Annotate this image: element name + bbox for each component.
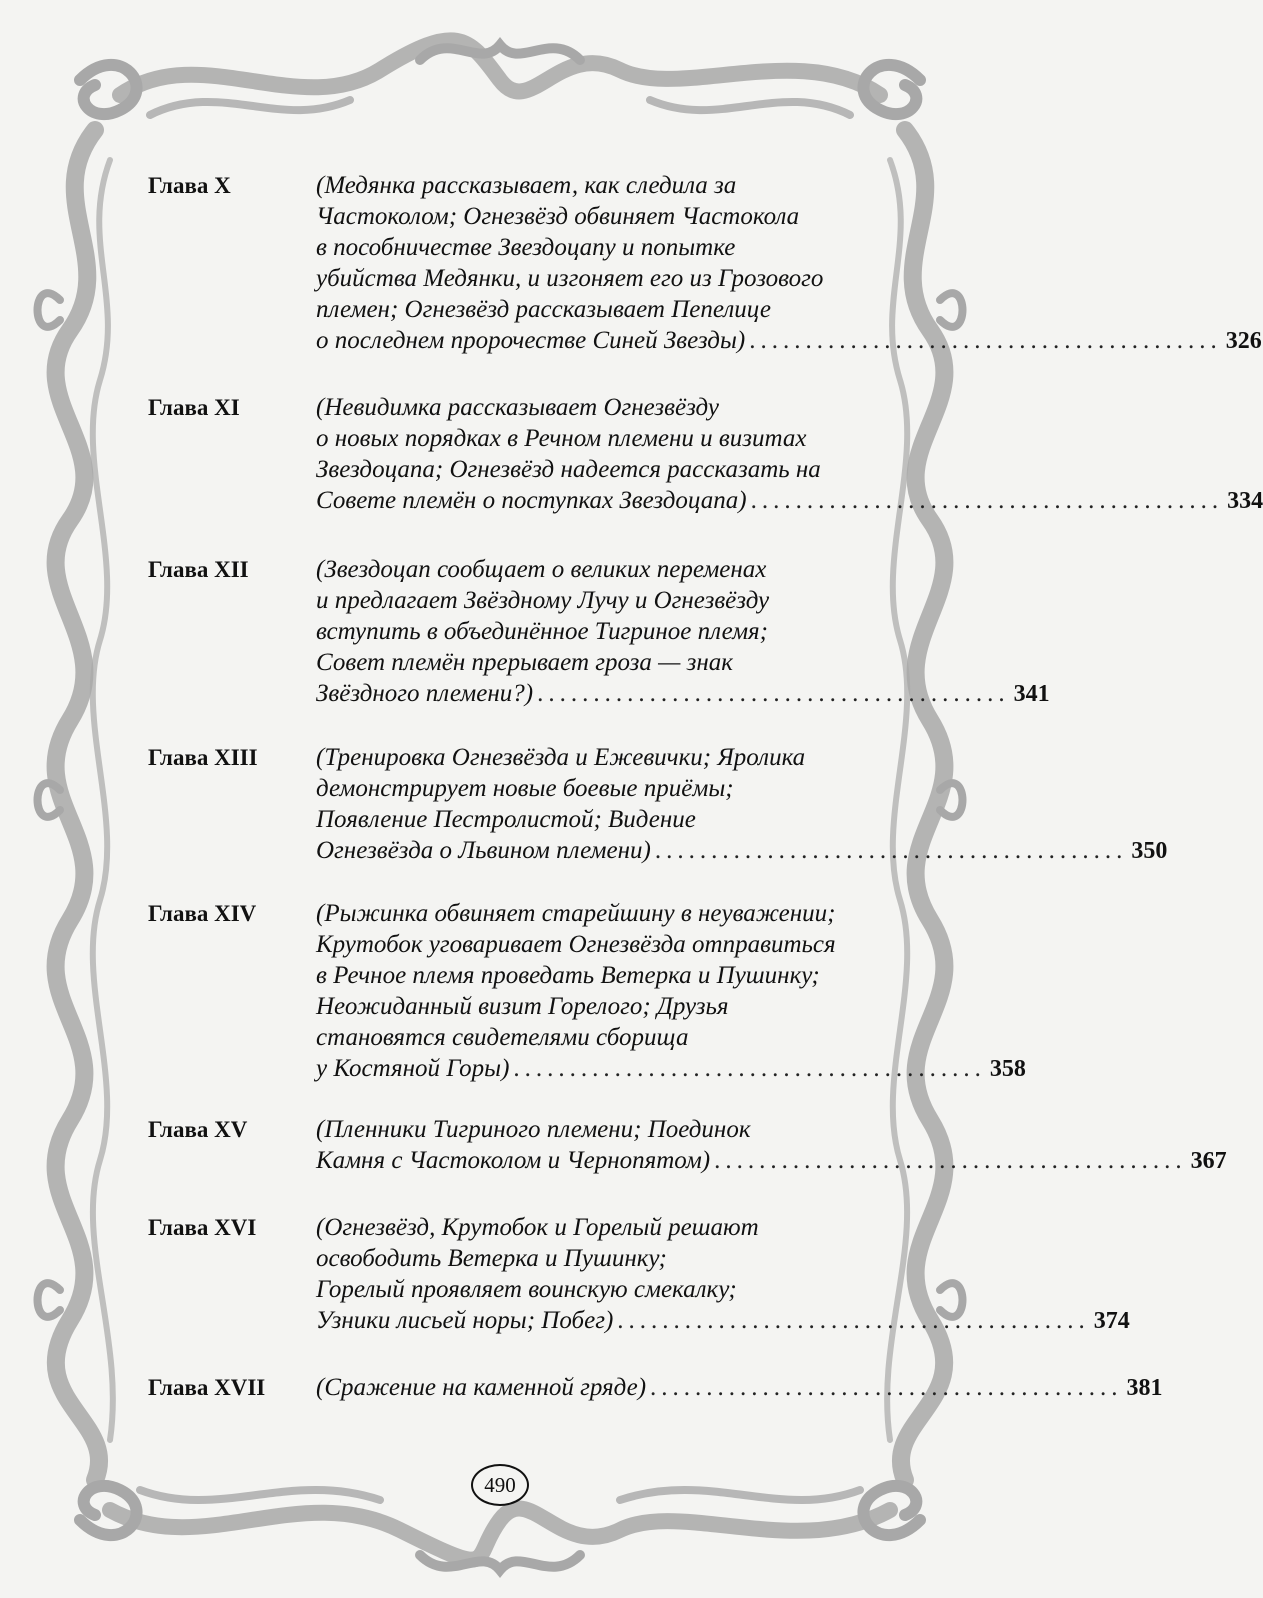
- chapter-description: [316, 1212, 1130, 1337]
- chapter-label: Глава XIV: [148, 901, 257, 926]
- description-line: Горелый проявляет воинскую смекалку;: [316, 1276, 737, 1303]
- description-line: о последнем пророчестве Синей Звезды): [316, 327, 746, 354]
- description-last-line: [316, 1305, 1130, 1337]
- page-reference: 334: [1227, 488, 1263, 514]
- description-line: (Невидимка рассказывает Огнезвёзду: [316, 394, 719, 421]
- chapter-label: Глава XII: [148, 557, 249, 582]
- chapter-label: Глава XVII: [148, 1375, 266, 1400]
- dot-leader: ..........................................: [749, 327, 1222, 354]
- description-line: о новых порядках в Речном племени и визитах: [316, 425, 807, 452]
- chapter-label: Глава XV: [148, 1117, 248, 1142]
- page-reference: 381: [1126, 1375, 1163, 1401]
- chapter-description: [316, 1114, 1227, 1177]
- dot-leader: ..........................................: [650, 1374, 1123, 1401]
- chapter-label: Глава XI: [148, 395, 240, 420]
- chapter-description: [316, 898, 1026, 1085]
- description-line: (Медянка рассказывает, как следила за: [316, 172, 737, 199]
- description-line: становятся свидетелями сборища: [316, 1024, 689, 1051]
- dot-leader: ..........................................: [617, 1307, 1090, 1334]
- dot-leader: ..........................................: [654, 837, 1128, 864]
- chapter-label: Глава XVI: [148, 1215, 257, 1240]
- description-line: вступить в объединённое Тигриное племя;: [316, 618, 769, 645]
- page-reference: 367: [1190, 1148, 1227, 1174]
- description-line: (Сражение на каменной гряде): [316, 1374, 647, 1401]
- description-line: Огнезвёзда о Львином племени): [316, 837, 651, 864]
- description-line: убийства Медянки, и изгоняет его из Грозового: [316, 265, 824, 292]
- description-line: освободить Ветерка и Пушинку;: [316, 1245, 667, 1272]
- dot-leader: ..........................................: [513, 1055, 986, 1082]
- description-last-line: [316, 1145, 1227, 1177]
- description-last-line: [316, 325, 1262, 357]
- description-line: Звездоцапа; Огнезвёзд надеется рассказать на: [316, 456, 821, 483]
- dot-leader: ..........................................: [714, 1147, 1187, 1174]
- description-line: Совет племён прерывает гроза — знак: [316, 649, 734, 676]
- description-line: (Огнезвёзд, Крутобок и Горелый решают: [316, 1214, 759, 1241]
- page-reference: 341: [1013, 681, 1050, 707]
- chapter-label: Глава X: [148, 173, 231, 198]
- description-line: Частоколом; Огнезвёзд обвиняет Частокола: [316, 203, 800, 230]
- description-line: в пособничестве Звездоцапу и попытке: [316, 234, 736, 261]
- chapter-description: [316, 1372, 1163, 1404]
- page-reference: 326: [1225, 328, 1262, 354]
- page-reference: 358: [989, 1056, 1026, 1082]
- description-line: Камня с Частоколом и Чернопятом): [316, 1147, 711, 1174]
- description-last-line: [316, 678, 1050, 710]
- description-last-line: [316, 1053, 1026, 1085]
- description-line: Появление Пестролистой; Видение: [316, 806, 696, 833]
- page-number: 490: [471, 1464, 529, 1506]
- description-line: Узники лисьей норы; Побег): [316, 1307, 614, 1334]
- description-line: у Костяной Горы): [316, 1055, 510, 1082]
- description-line: Совете племён о поступках Звездоцапа): [316, 487, 747, 514]
- description-line: в Речное племя проведать Ветерка и Пушинку;: [316, 962, 820, 989]
- description-last-line: [316, 1372, 1163, 1404]
- description-line: Крутобок уговаривает Огнезвёзда отправиться: [316, 931, 836, 958]
- description-line: (Рыжинка обвиняет старейшину в неуважении;: [316, 900, 836, 927]
- description-line: (Пленники Тигриного племени; Поединок: [316, 1116, 751, 1143]
- description-line: (Звездоцап сообщает о великих переменах: [316, 556, 767, 583]
- description-line: и предлагает Звёздному Лучу и Огнезвёзду: [316, 587, 770, 614]
- description-line: Звёздного племени?): [316, 680, 534, 707]
- description-last-line: [316, 485, 1263, 517]
- chapter-description: [316, 170, 1262, 357]
- description-line: племен; Огнезвёзд рассказывает Пепелице: [316, 296, 771, 323]
- page-reference: 374: [1093, 1308, 1130, 1334]
- dot-leader: ..........................................: [750, 487, 1224, 514]
- dot-leader: ..........................................: [537, 680, 1010, 707]
- description-line: (Тренировка Огнезвёзда и Ежевички; Яролика: [316, 744, 806, 771]
- description-line: Неожиданный визит Горелого; Друзья: [316, 993, 729, 1020]
- chapter-label: Глава XIII: [148, 745, 258, 770]
- chapter-description: [316, 392, 1263, 517]
- description-line: демонстрирует новые боевые приёмы;: [316, 775, 734, 802]
- page-reference: 350: [1131, 838, 1168, 864]
- description-last-line: [316, 835, 1168, 867]
- chapter-description: [316, 742, 1168, 867]
- chapter-description: [316, 554, 1050, 710]
